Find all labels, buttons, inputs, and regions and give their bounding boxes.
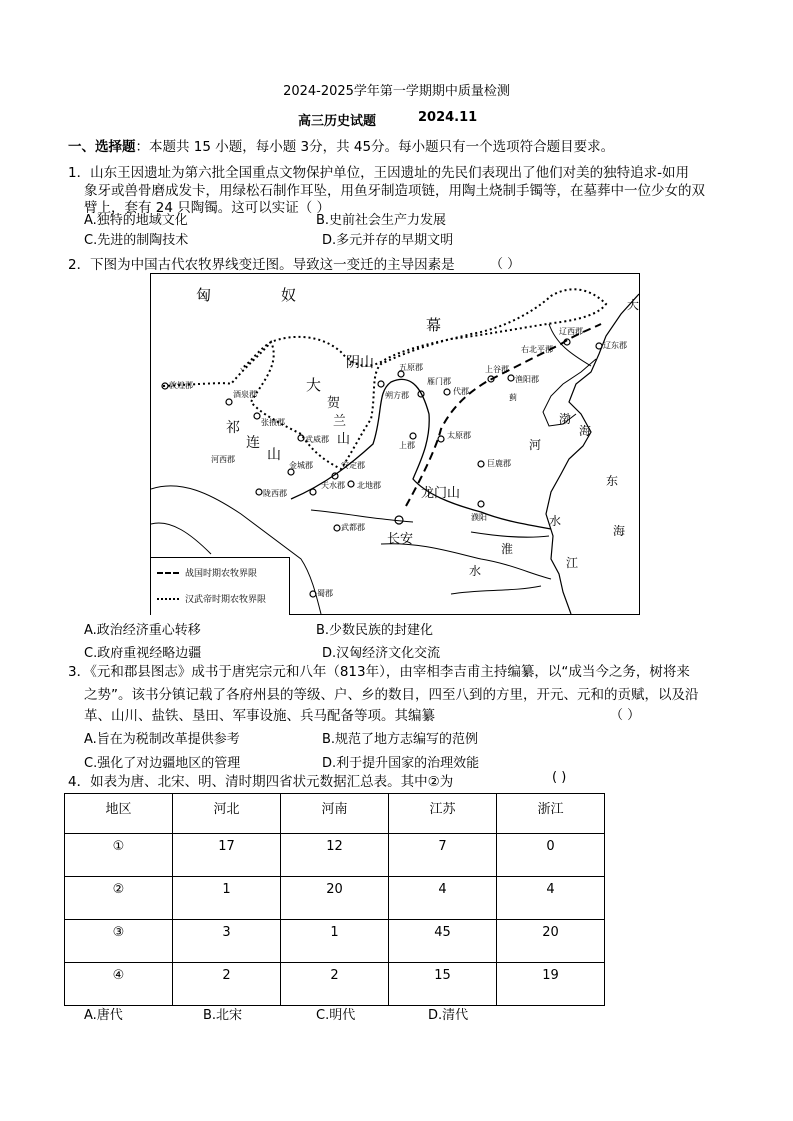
q1-line2: 象牙或兽骨磨成发卡，用绿松石制作耳坠，用鱼牙制造项链，用陶土烧制手镯等，在墓葬中一位少女的双 (84, 183, 705, 199)
map-label-huai: 淮 (501, 542, 514, 556)
map-label-shui1: 水 (549, 514, 562, 528)
place-label: 辽东郡 (603, 341, 627, 350)
place-label: 武都郡 (341, 523, 365, 532)
q3-option-b[interactable]: B.规范了地方志编写的范例 (322, 732, 479, 747)
table-row (65, 834, 605, 877)
place-label: 雁门郡 (427, 377, 451, 386)
q3-line3: 革、山川、盐铁、垦田、军事设施、兵马配备等项。其编纂 (84, 708, 435, 724)
map-legend (151, 557, 290, 615)
map-label-bohai1: 渤 (559, 412, 572, 426)
q4-option-c[interactable]: C.明代 (316, 1008, 356, 1023)
exam-title: 2024-2025学年第一学期期中质量检测 (283, 84, 510, 99)
legend-dotted-swatch (157, 598, 179, 600)
map-label-da: 大 (306, 376, 322, 394)
table-cell: 1 (173, 877, 281, 920)
map-label-shan: 山 (267, 447, 281, 463)
han-river (381, 544, 551, 579)
q4-option-b[interactable]: B.北宋 (203, 1008, 243, 1023)
q1-line3: 臂上，套有 24 只陶镯。这可以实证（ ） (84, 200, 331, 216)
place-label: 陇西郡 (263, 489, 287, 498)
table-cell: 3 (173, 920, 281, 963)
legend-dashed-swatch (157, 572, 179, 574)
place-label: 濮阳 (471, 513, 487, 522)
q3-option-c[interactable]: C.强化了对边疆地区的管理 (84, 756, 241, 771)
table-header-cell: 地区 (65, 794, 173, 834)
table-cell: 4 (389, 877, 497, 920)
lake-region (151, 523, 211, 554)
legend-warring-states: 战国时期农牧界限 (185, 569, 258, 579)
table-row (65, 877, 605, 920)
exam-date: 2024.11 (418, 110, 478, 125)
section-text: ：本题共 15 小题，每小题 3分，共 45分。每小题只有一个选项符合题目要求。 (135, 139, 615, 155)
place-label: 蜀郡 (317, 589, 333, 598)
place-label: 武威郡 (305, 435, 329, 444)
table-header-cell: 浙江 (497, 794, 605, 834)
map-label-longmen: 龙门山 (421, 486, 461, 501)
q3-answer-paren: （ ） (610, 708, 641, 723)
map-label-dong: 东 (606, 474, 619, 488)
section-instructions (68, 135, 614, 155)
place-label: 敦煌郡 (169, 381, 193, 390)
map-label-yinshan: 阴山 (346, 355, 374, 371)
table-header-cell: 河北 (173, 794, 281, 834)
q2-answer-paren: （ ） (490, 257, 521, 272)
place-label: 右北平郡 (521, 345, 553, 354)
table-cell: 7 (389, 834, 497, 877)
q2-option-a[interactable]: A.政治经济重心转移 (84, 623, 201, 638)
q4-option-a[interactable]: A.唐代 (84, 1008, 123, 1023)
place-label: 太原郡 (447, 431, 471, 440)
table-cell: 2 (281, 963, 389, 1006)
q1-option-c[interactable]: C.先进的制陶技术 (84, 233, 189, 248)
warring-boundary-line (406, 324, 601, 506)
q1-line1: 1．山东王因遗址为第六批全国重点文物保护单位，王因遗址的先民们表现出了他们对美的独特追求-如用 (68, 165, 689, 181)
table-cell: 4 (497, 877, 605, 920)
table-header-cell: 河南 (281, 794, 389, 834)
place-label: 辽西郡 (559, 327, 583, 336)
map-label-helan2: 兰 (333, 414, 347, 429)
place-label: 天水郡 (321, 481, 345, 490)
table-cell: ③ (65, 920, 173, 963)
table-cell: 15 (389, 963, 497, 1006)
table-cell: 2 (173, 963, 281, 1006)
q3-line1: 3．《元和郡县图志》成书于唐宪宗元和八年（813年），由宰相李吉甫主持编纂，以“成当今之务，树将来 (68, 664, 690, 680)
table-cell: 12 (281, 834, 389, 877)
map-label-da2: 大 (627, 298, 640, 312)
table-cell: 20 (497, 920, 605, 963)
q3-option-d[interactable]: D.利于提升国家的治理效能 (322, 756, 480, 771)
q3-line2: 之势”。该书分镇记载了各府州县的等级、户、乡的数目，四至八到的方里，开元、元和的贡赋，以及沿 (84, 687, 699, 703)
map-label-mu: 幕 (426, 316, 442, 334)
map-label-changan: 长安 (387, 532, 414, 547)
place-label: 上谷郡 (485, 365, 509, 374)
table-cell: 0 (497, 834, 605, 877)
q4-stem: 4．如表为唐、北宋、明、清时期四省状元数据汇总表。其中②为 (68, 774, 454, 790)
place-label: 上郡 (399, 441, 415, 450)
place-label: 张掖郡 (261, 418, 285, 427)
huai-river (471, 532, 549, 537)
q1-option-b[interactable]: B.史前社会生产力发展 (316, 213, 447, 228)
q1-option-d[interactable]: D.多元并存的早期文明 (322, 233, 454, 248)
table-cell: 19 (497, 963, 605, 1006)
map-label-he: 河 (529, 438, 542, 452)
map-label-jiang: 江 (566, 556, 579, 570)
place-label: 朔方郡 (385, 391, 409, 400)
q4-answer-paren: ( ) (552, 770, 567, 785)
table-cell: ① (65, 834, 173, 877)
place-label: 金城郡 (289, 461, 313, 470)
q2-option-d[interactable]: D.汉匈经济文化交流 (322, 646, 441, 661)
map-label-hai: 海 (613, 524, 626, 538)
place-label: 北地郡 (357, 481, 381, 490)
place-label: 五原郡 (399, 363, 423, 372)
q4-option-d[interactable]: D.清代 (428, 1008, 469, 1023)
table-cell: 45 (389, 920, 497, 963)
place-label: 酒泉郡 (233, 390, 257, 399)
exam-subtitle: 高三历史试题 (298, 114, 377, 129)
map-label-shui2: 水 (469, 564, 482, 578)
table-header-row (65, 794, 605, 834)
table-cell: 20 (281, 877, 389, 920)
table-cell: ④ (65, 963, 173, 1006)
map-label-xiongnu1: 匈 (196, 286, 212, 304)
place-label: 巨鹿郡 (487, 459, 511, 468)
map-label-helan3: 山 (337, 432, 351, 447)
table-cell: 1 (281, 920, 389, 963)
q2-stem: 2．下图为中国古代农牧界线变迁图。导致这一变迁的主导因素是 (68, 257, 455, 273)
table-cell: 17 (173, 834, 281, 877)
map-figure (150, 273, 640, 615)
map-label-lian: 连 (246, 435, 260, 451)
table-cell: ② (65, 877, 173, 920)
table-row (65, 920, 605, 963)
place-label: 安定郡 (341, 461, 365, 470)
place-label: 代郡 (453, 387, 469, 396)
map-label-xiongnu2: 奴 (281, 286, 297, 304)
yangtze-river (451, 586, 541, 594)
map-label-qi: 祁 (226, 420, 240, 436)
legend-han-wudi: 汉武帝时期农牧界限 (185, 595, 267, 605)
table-header-cell: 江苏 (389, 794, 497, 834)
zhuangyuan-table (64, 793, 605, 1006)
section-label: 一、选择题 (68, 139, 136, 155)
place-label: 渔阳郡 (515, 375, 539, 384)
place-label: 河西郡 (211, 455, 235, 464)
map-label-bohai2: 海 (579, 424, 592, 438)
q2-option-c[interactable]: C.政府重视经略边疆 (84, 646, 202, 661)
q2-option-b[interactable]: B.少数民族的封建化 (316, 623, 434, 638)
place-label: 蓟 (509, 393, 517, 402)
map-label-helan1: 贺 (327, 396, 341, 411)
q3-option-a[interactable]: A.旨在为税制改革提供参考 (84, 732, 240, 747)
table-row (65, 963, 605, 1006)
q1-option-a[interactable]: A.独特的地域文化 (84, 213, 188, 228)
